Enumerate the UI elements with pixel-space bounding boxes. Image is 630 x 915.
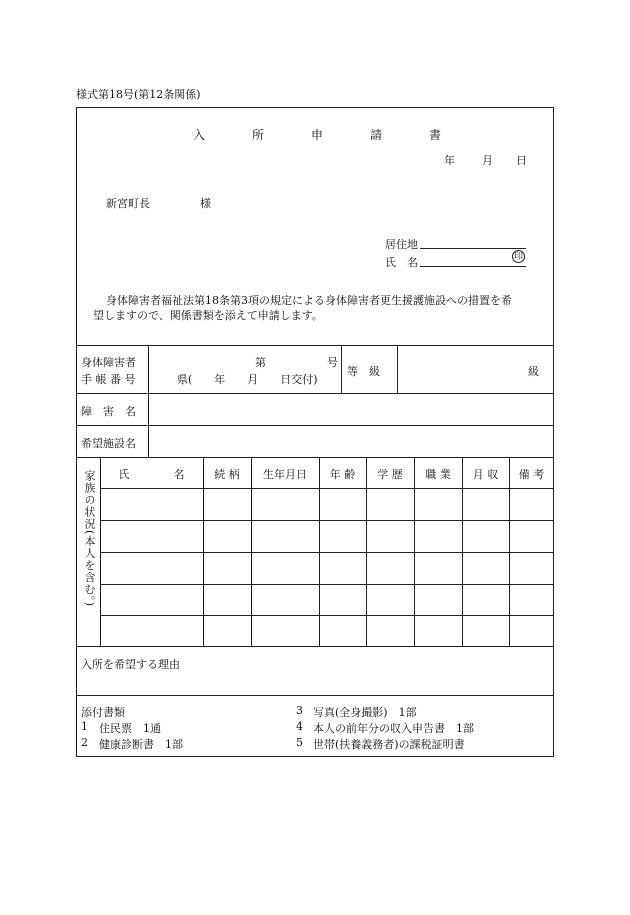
date-month: 月 [482, 154, 493, 167]
date-day: 日 [516, 154, 527, 167]
date-year: 年 [444, 154, 455, 167]
handbook-issued-date: 県( 年 月 日交付) [177, 373, 318, 386]
attachment-2-num: 2 [81, 736, 88, 749]
family-header-education: 学 歴 [377, 468, 403, 481]
attachment-5-text: 世帯(扶養義務者)の課税証明書 [313, 738, 465, 751]
attachment-5-num: 5 [296, 736, 303, 749]
attachment-4-text: 本人の前年分の収入申告書 1部 [313, 722, 474, 735]
family-header-age: 年 齢 [329, 468, 356, 481]
grade-label: 等 級 [347, 365, 380, 378]
family-header-birthdate: 生年月日 [263, 468, 307, 481]
handbook-label-line1: 身体障害者 [81, 356, 136, 369]
seal-mark: 印 [513, 252, 523, 262]
family-header-relation: 続 柄 [214, 468, 240, 481]
handbook-gou: 号 [327, 356, 338, 369]
family-header-income: 月 収 [472, 468, 499, 481]
title-char: 請 [370, 128, 383, 142]
family-header-remarks: 備 考 [518, 468, 545, 481]
body-text-line1: 身体障害者福祉法第18条第3項の規定による身体障害者更生援護施設への措置を希 [106, 294, 512, 307]
addressee-honorific: 様 [200, 197, 211, 210]
disability-label: 障 害 名 [81, 405, 136, 418]
facility-label: 希望施設名 [81, 437, 136, 450]
form-number-label: 様式第18号(第12条関係) [76, 88, 201, 101]
title-char: 入 [193, 128, 206, 142]
attachment-1-num: 1 [81, 720, 88, 733]
attachment-3-num: 3 [296, 704, 303, 717]
attachment-4-num: 4 [296, 720, 303, 733]
family-header-name: 氏 名 [118, 468, 185, 481]
title-char: 所 [252, 128, 265, 142]
title-char: 申 [311, 128, 324, 142]
handbook-dai: 第 [255, 356, 266, 369]
family-status-side-label: 家族の状況(本人を含む。) [83, 470, 96, 608]
name-line[interactable] [420, 266, 526, 267]
handbook-label-line2: 手 帳 番 号 [81, 373, 136, 386]
family-header-occupation: 職 業 [425, 468, 451, 481]
reason-label: 入所を希望する理由 [81, 658, 180, 671]
name-label: 氏 名 [385, 256, 418, 269]
address-line[interactable] [420, 248, 526, 249]
attachment-2-text: 健康診断書 1部 [99, 738, 183, 751]
attachment-3-text: 写真(全身撮影) 1部 [313, 706, 417, 719]
attachments-title: 添付書類 [81, 706, 125, 719]
address-label: 居住地 [385, 238, 418, 251]
body-text-line2: 望しますので、関係書類を添えて申請します。 [93, 309, 323, 322]
attachment-1-text: 住民票 1通 [99, 722, 161, 735]
title-char: 書 [429, 128, 442, 142]
grade-unit: 級 [528, 365, 539, 378]
addressee-name: 新宮町長 [106, 197, 150, 210]
